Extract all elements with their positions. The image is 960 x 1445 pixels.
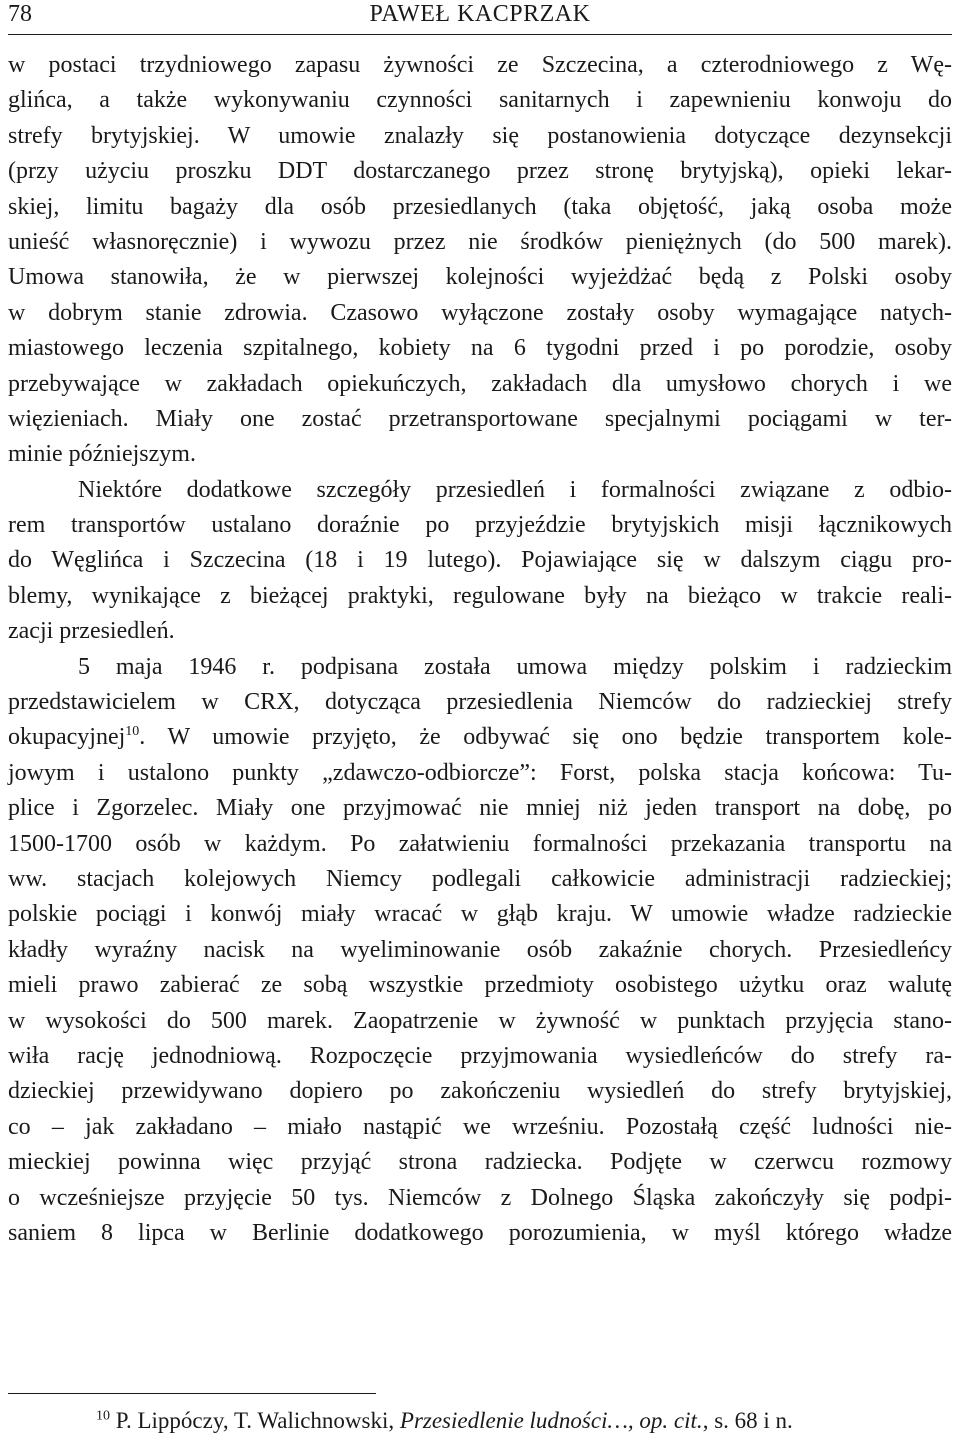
text-line: Niektóre dodatkowe szczegóły przesiedleń i formalności związane z odbio- [78,476,952,503]
text-line: Umowa stanowiła, że w pierwszej kolejności wyjeżdżać będą z Polski osoby [8,264,952,291]
text-line: kładły wyraźny nacisk na wyeliminowanie osób zakaźnie chorych. Przesiedleńcy [8,936,952,963]
text-line: rem transportów ustalano doraźnie po przyjeździe brytyjskich misji łącznikowych [8,512,952,539]
text-line: w dobrym stanie zdrowia. Czasowo wyłączone zostały osoby wymagające natych- [8,299,952,326]
text-line: do Węglińca i Szczecina (18 i 19 lutego). Pojawiające się w dalszym ciągu pro- [8,547,952,574]
text-line-with-footnote [8,720,952,755]
text-line: (przy użyciu proszku DDT dostarczanego przez stronę brytyjską), opieki lekar- [8,158,952,185]
text-line: wiła rację jednodniową. Rozpoczęcie przyjmowania wysiedleńców do strefy ra- [8,1042,952,1069]
text-line: plice i Zgorzelec. Miały one przyjmować nie mniej niż jeden transport na dobę, po [8,795,952,822]
header-rule [8,34,952,35]
body-text [8,48,952,1251]
text-line: skiej, limitu bagaży dla osób przesiedlanych (taka objętość, jaką osoba może [8,193,952,220]
text-line: miastowego leczenia szpitalnego, kobiety na 6 tygodni przed i po porodzie, osoby [8,335,952,362]
text-line: w postaci trzydniowego zapasu żywności ze Szczecina, a czterodniowego z Wę- [8,52,952,78]
footnote-rest: , s. 68 i n. [702,1408,793,1433]
text-line: unieść własnoręcznie) i wywozu przez nie środków pieniężnych (do 500 marek). [8,228,952,255]
text-line: minie późniejszym. [8,441,196,468]
text-line: mieckiej powinna więc przyjąć strona radziecka. Podjęte w czerwcu rozmowy [8,1149,952,1176]
text-line: więzieniach. Miały one zostać przetransportowane specjalnymi pociągami w ter- [8,405,952,432]
text-line: saniem 8 lipca w Berlinie dodatkowego porozumienia, w myśl którego władze [8,1219,952,1246]
text-line: glińca, a także wykonywaniu czynności sanitarnych i zapewnieniu konwoju do [8,87,952,114]
text-line: przedstawicielem w CRX, dotycząca przesiedlenia Niemców do radzieckiej strefy [8,689,952,716]
footnote-authors: P. Lippóczy, T. Walichnowski, [115,1408,395,1433]
running-title: PAWEŁ KACPRZAK [369,1,591,27]
text-fragment: okupacyjnej [8,724,126,751]
text-line: jowym i ustalono punkty „zdawczo-odbiorcze”: Forst, polska stacja końcowa: Tu- [8,759,952,786]
text-line: blemy, wynikające z bieżącej praktyki, regulowane były na bieżąco w trakcie reali- [8,582,952,609]
page-header [8,0,952,36]
text-line: zacji przesiedleń. [8,618,175,645]
page-number: 78 [8,1,32,27]
footnote-title: Przesiedlenie ludności…, op. cit. [399,1408,703,1433]
text-line: strefy brytyjskiej. W umowie znalazły się postanowienia dotyczące dezynsekcji [8,122,952,149]
text-line: o wcześniejsze przyjęcie 50 tys. Niemców z Dolnego Śląska zakończyły się podpi- [8,1184,952,1211]
text-line: ww. stacjach kolejowych Niemcy podlegali całkowicie administracji radzieckiej; [8,865,952,892]
text-line: w wysokości do 500 marek. Zaopatrzenie w żywność w punktach przyjęcia stano- [8,1007,952,1034]
footnote-separator [8,1393,376,1394]
text-line: co – jak zakładano – miało nastąpić we wrześniu. Pozostałą część ludności nie- [8,1113,952,1140]
text-line: 1500-1700 osób w każdym. Po załatwieniu formalności przekazania transportu na [8,830,952,857]
text-line: dzieckiej przewidywano dopiero po zakończeniu wysiedleń do strefy brytyjskiej, [8,1078,952,1105]
footnote-reference: 10 [125,724,140,740]
text-line: 5 maja 1946 r. podpisana została umowa między polskim i radzieckim [78,653,952,680]
footnote [96,1406,793,1436]
text-line: mieli prawo zabierać ze sobą wszystkie przedmioty osobistego użytku oraz walutę [8,972,952,999]
text-line: przebywające w zakładach opiekuńczych, zakładach dla umysłowo chorych i we [8,370,952,397]
text-line: polskie pociągi i konwój miały wracać w głąb kraju. W umowie władze radzieckie [8,901,952,928]
text-fragment: . W umowie przyjęto, że odbywać się ono będzie transportem kole- [139,724,952,751]
footnote-number: 10 [96,1408,110,1424]
